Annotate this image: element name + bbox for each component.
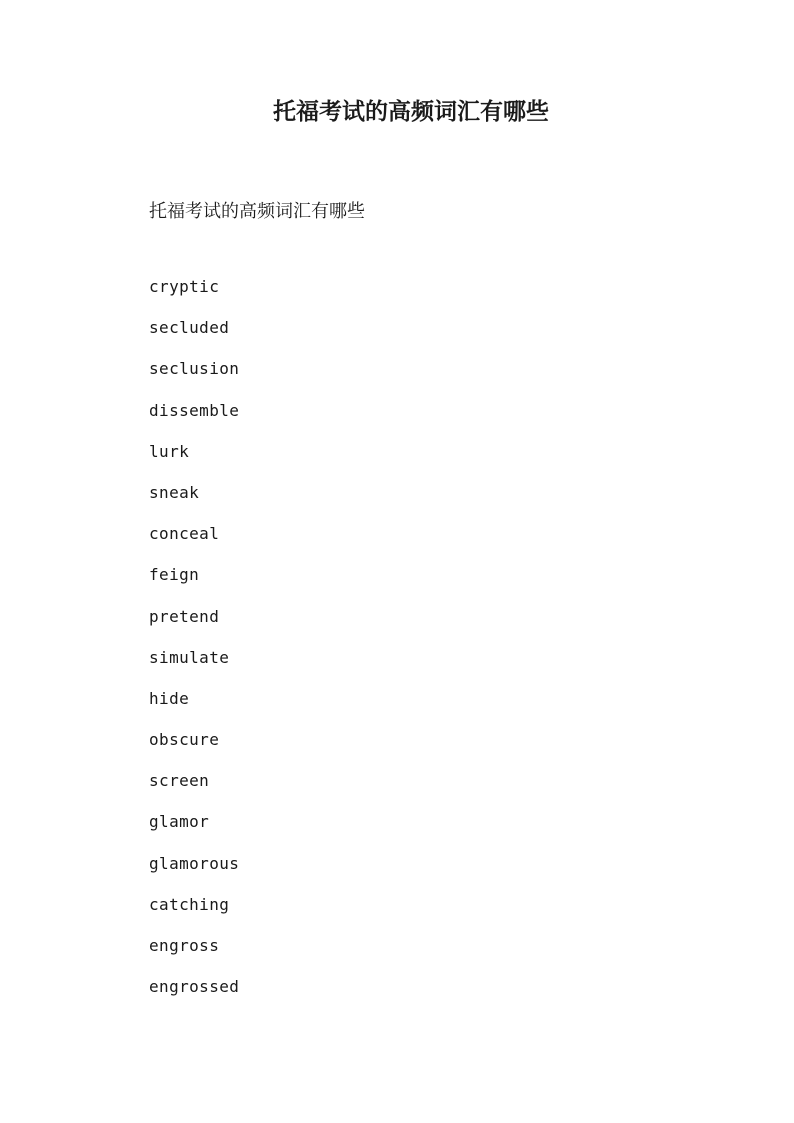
vocabulary-word: lurk bbox=[149, 441, 190, 461]
vocabulary-word: dissemble bbox=[149, 400, 240, 420]
vocabulary-word: feign bbox=[149, 565, 200, 585]
vocabulary-word: simulate bbox=[149, 647, 230, 667]
vocabulary-word: engrossed bbox=[149, 977, 240, 997]
document-title: 托福考试的高频词汇有哪些 bbox=[273, 98, 549, 125]
vocabulary-list bbox=[149, 276, 239, 1017]
vocabulary-word: glamor bbox=[149, 812, 210, 832]
vocabulary-word: glamorous bbox=[149, 853, 240, 873]
vocabulary-word: obscure bbox=[149, 730, 220, 750]
vocabulary-word: sneak bbox=[149, 482, 200, 502]
vocabulary-word: catching bbox=[149, 894, 230, 914]
document-subtitle: 托福考试的高频词汇有哪些 bbox=[149, 201, 365, 222]
vocabulary-word: seclusion bbox=[149, 359, 240, 379]
vocabulary-word: secluded bbox=[149, 318, 230, 338]
vocabulary-word: screen bbox=[149, 771, 210, 791]
vocabulary-word: conceal bbox=[149, 524, 220, 544]
vocabulary-word: pretend bbox=[149, 606, 220, 626]
vocabulary-word: cryptic bbox=[149, 277, 220, 296]
vocabulary-word: engross bbox=[149, 936, 220, 955]
vocabulary-word: hide bbox=[149, 688, 190, 708]
